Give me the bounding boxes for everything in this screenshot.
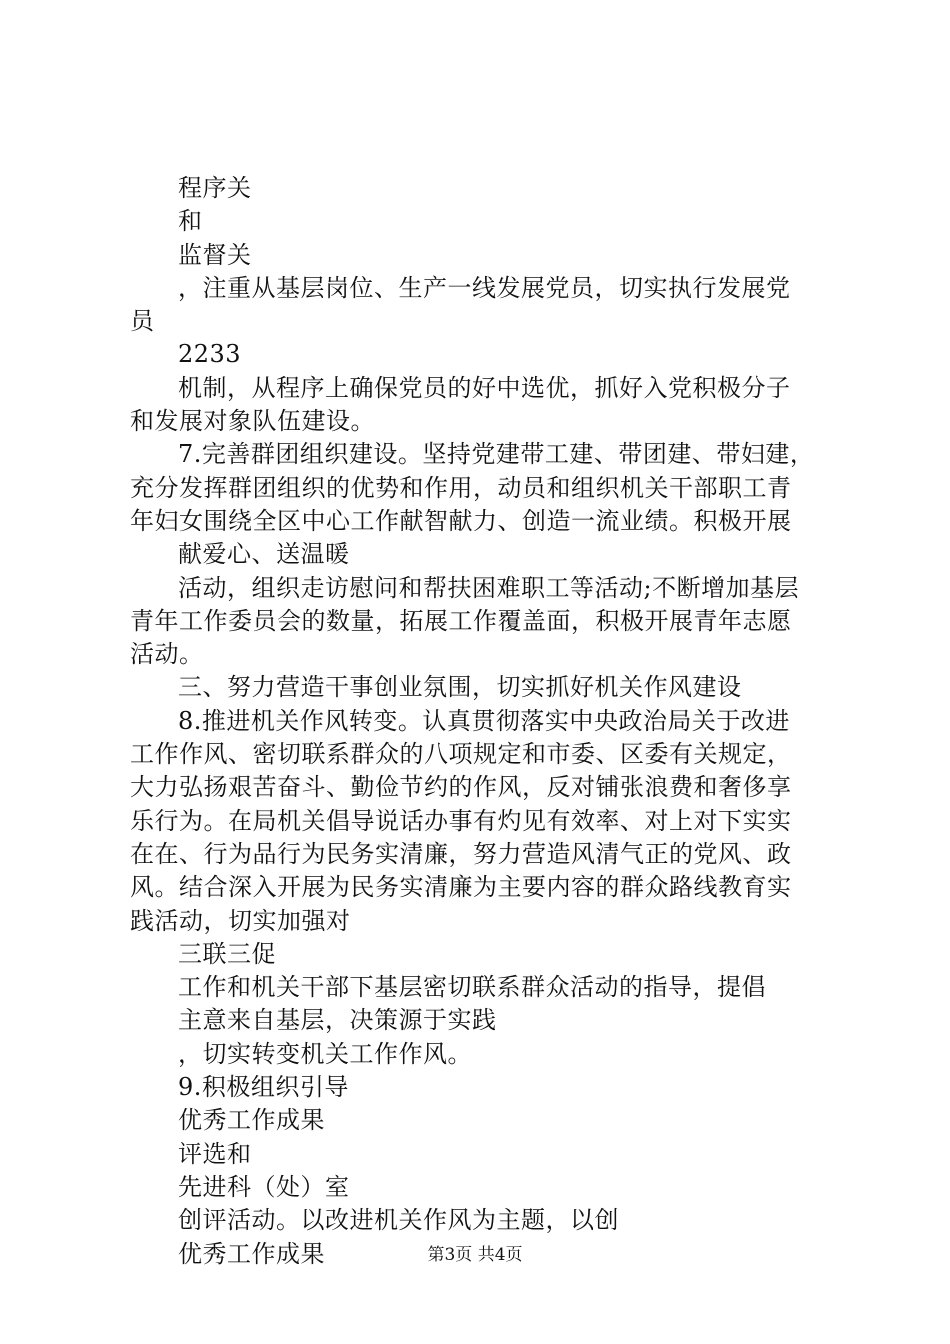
text-line: 乐行为。在局机关倡导说话办事有灼见有效率、对上对下实实 <box>130 806 792 835</box>
text-line: 员 <box>130 307 155 336</box>
text-line: 程序关 <box>178 174 252 202</box>
text-line: 主意来自基层，决策源于实践 <box>178 1006 497 1035</box>
document-body <box>130 172 830 1271</box>
text-line: 献爱心、送温暖 <box>178 540 350 569</box>
text-line: 年妇女围绕全区中心工作献智献力、创造一流业绩。积极开展 <box>130 506 792 535</box>
text-line: 充分发挥群团组织的优势和作用，动员和组织机关干部职工青 <box>130 473 792 502</box>
text-line: 风。结合深入开展为民务实清廉为主要内容的群众路线教育实 <box>130 873 792 902</box>
text-line: 三联三促 <box>178 939 276 968</box>
text-line: 工作和机关干部下基层密切联系群众活动的指导，提倡 <box>178 973 766 1002</box>
text-line: 先进科（处）室 <box>178 1172 350 1201</box>
text-line: 2233 <box>178 340 242 369</box>
text-line: 践活动，切实加强对 <box>130 906 351 935</box>
text-line: 工作作风、密切联系群众的八项规定和市委、区委有关规定， <box>130 740 792 769</box>
text-line: 活动，组织走访慰问和帮扶困难职工等活动;不断增加基层 <box>178 573 800 602</box>
text-line: ，切实转变机关工作作风。 <box>178 1039 472 1068</box>
text-line: 8.推进机关作风转变。认真贯彻落实中央政治局关于改进 <box>178 706 790 735</box>
text-line: 在在、行为品行为民务实清廉，努力营造风清气正的党风、政 <box>130 839 792 868</box>
text-line: 优秀工作成果 <box>178 1239 325 1268</box>
text-line: ，注重从基层岗位、生产一线发展党员，切实执行发展党 <box>178 273 791 302</box>
text-line: 和 <box>178 207 203 236</box>
text-line: 监督关 <box>178 240 252 269</box>
text-line: 大力弘扬艰苦奋斗、勤俭节约的作风，反对铺张浪费和奢侈享 <box>130 773 792 802</box>
text-line: 9.积极组织引导 <box>178 1073 349 1102</box>
text-line: 7.完善群团组织建设。坚持党建带工建、带团建、带妇建， <box>178 440 815 469</box>
text-line: 评选和 <box>178 1139 252 1168</box>
section-heading: 三、努力营造干事创业氛围，切实抓好机关作风建设 <box>178 673 742 702</box>
text-line: 和发展对象队伍建设。 <box>130 407 375 436</box>
text-line: 创评活动。以改进机关作风为主题，以创 <box>178 1206 619 1235</box>
text-line: 青年工作委员会的数量，拓展工作覆盖面，积极开展青年志愿 <box>130 606 792 635</box>
page-number-footer: 第3页 共4页 <box>427 1245 523 1265</box>
text-line: 活动。 <box>130 640 204 669</box>
text-line: 机制，从程序上确保党员的好中选优，抓好入党积极分子 <box>178 373 791 402</box>
text-line: 优秀工作成果 <box>178 1106 325 1135</box>
